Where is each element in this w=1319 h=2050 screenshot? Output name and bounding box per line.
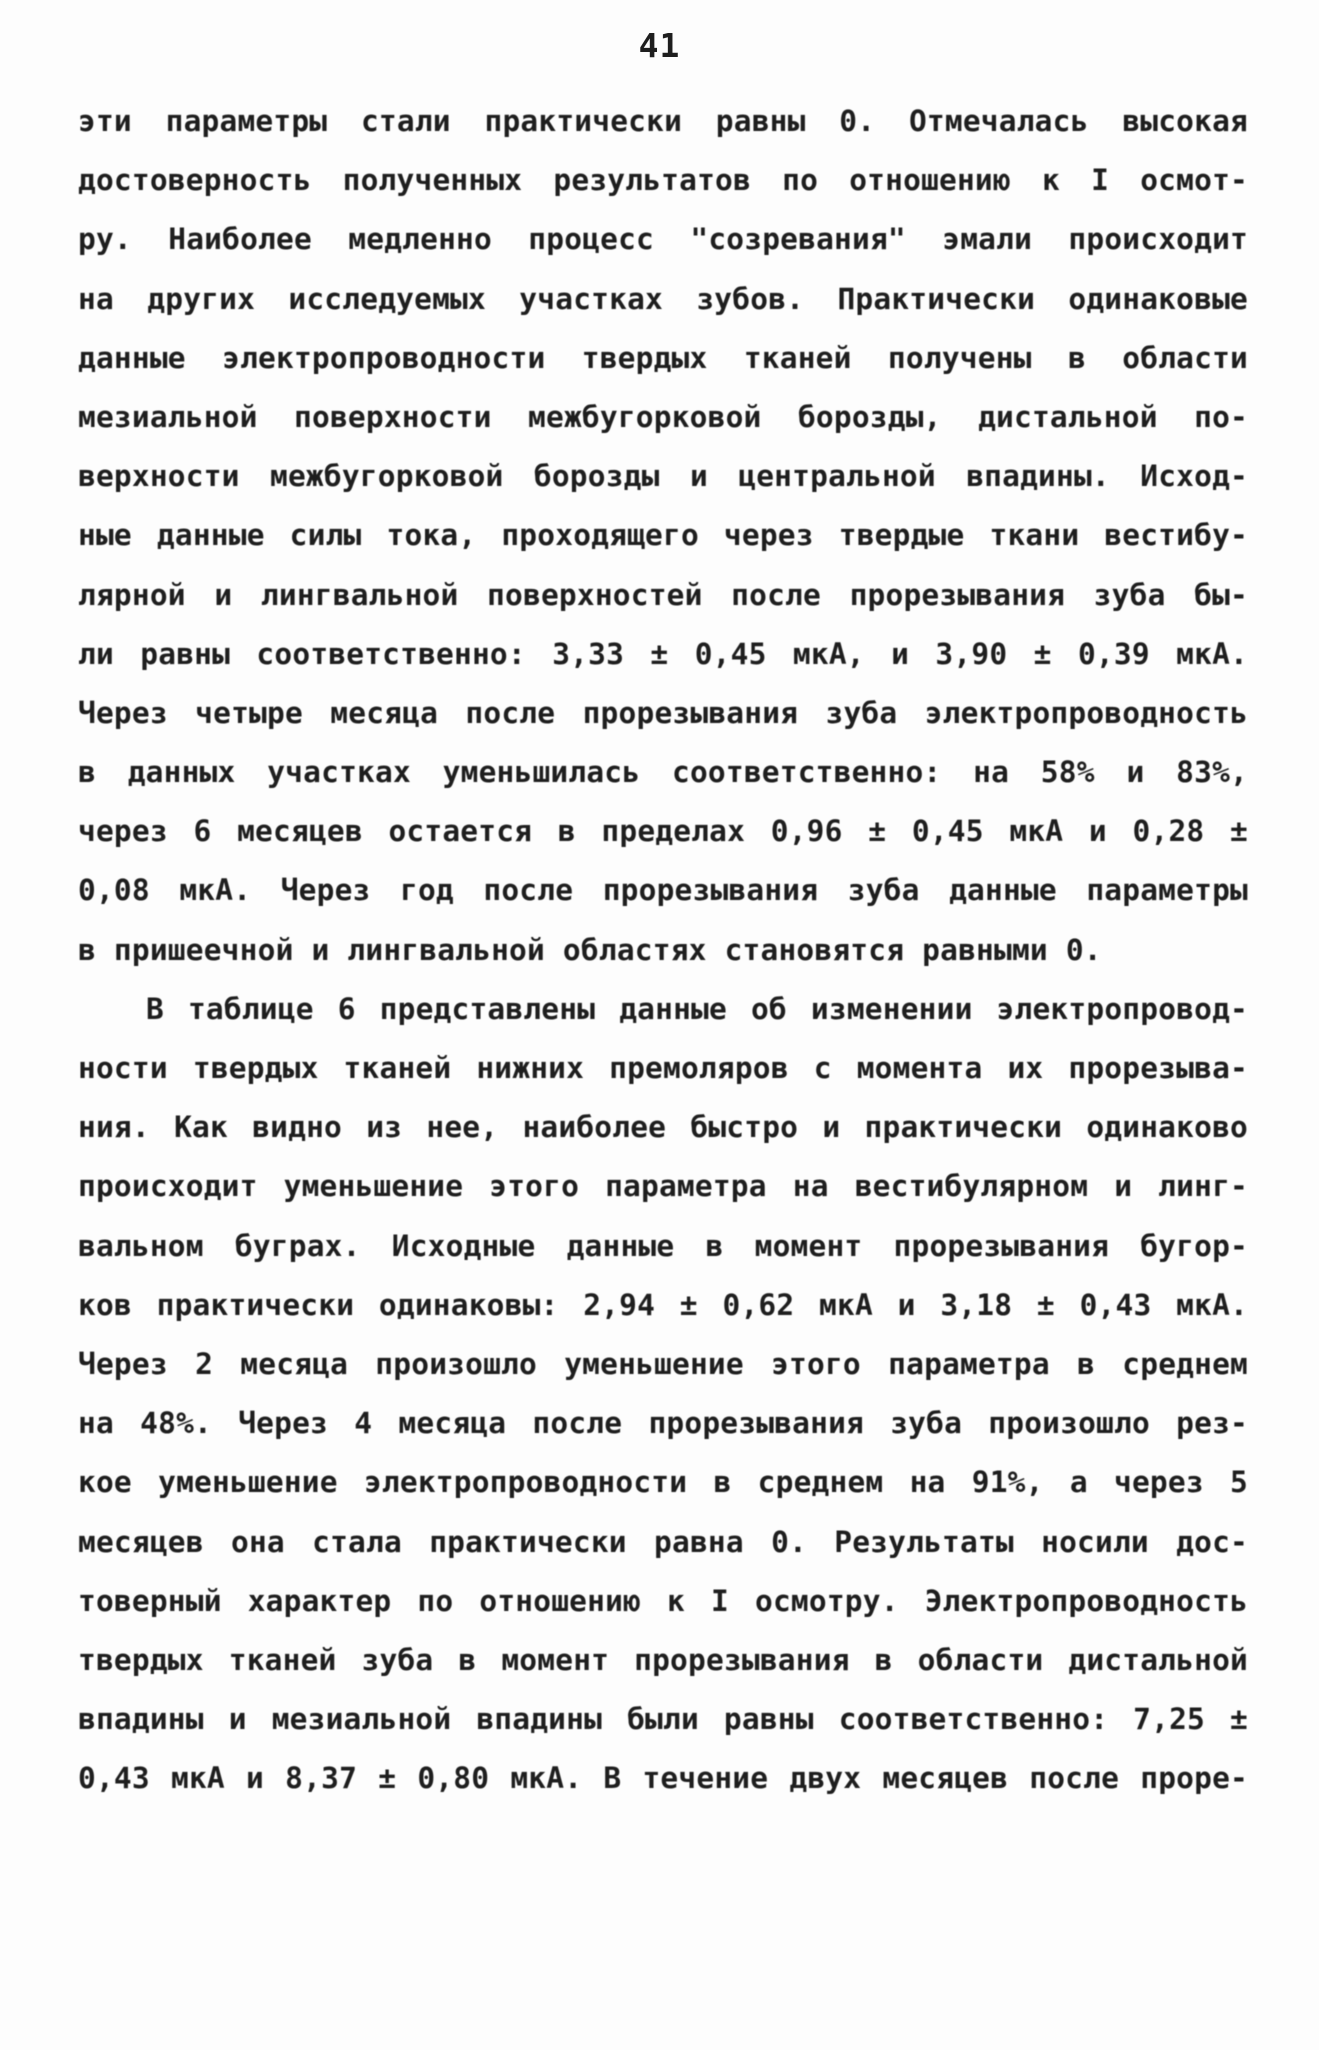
body-text <box>78 92 1248 1808</box>
text-line: твердых тканей зуба в момент прорезывания в области дистальной <box>78 1642 1248 1677</box>
text-line: лярной и лингвальной поверхностей после прорезывания зуба бы- <box>78 577 1248 612</box>
text-line: 0,43 мкА и 8,37 ± 0,80 мкА. В течение двух месяцев после проре- <box>78 1761 1248 1796</box>
text-line: ния. Как видно из нее, наиболее быстро и практически одинаково <box>78 1110 1248 1145</box>
text-line: ли равны соответственно: 3,33 ± 0,45 мкА, и 3,90 ± 0,39 мкА. <box>78 636 1248 671</box>
text-line: ру. Наиболее медленно процесс "созревания" эмали происходит <box>78 222 1248 257</box>
text-line: вальном буграх. Исходные данные в момент прорезывания бугор- <box>78 1228 1248 1263</box>
text-line: данные электропроводности твердых тканей получены в области <box>78 340 1248 375</box>
text-line: верхности межбугорковой борозды и центральной впадины. Исход- <box>78 459 1248 494</box>
text-line: месяцев она стала практически равна 0. Результаты носили дос- <box>78 1524 1248 1559</box>
text-line: ности твердых тканей нижних премоляров с момента их прорезыва- <box>78 1051 1248 1085</box>
text-line: Через четыре месяца после прорезывания зуба электропроводность <box>78 695 1248 730</box>
text-line: Через 2 месяца произошло уменьшение этого параметра в среднем <box>78 1346 1248 1381</box>
text-line: в данных участках уменьшилась соответственно: на 58% и 83%, <box>78 755 1248 790</box>
text-line: ков практически одинаковы: 2,94 ± 0,62 мкА и 3,18 ± 0,43 мкА. <box>78 1287 1248 1322</box>
text-line: товерный характер по отношению к I осмотру. Электропроводность <box>78 1583 1248 1618</box>
text-line: через 6 месяцев остается в пределах 0,96 ± 0,45 мкА и 0,28 ± <box>78 814 1248 849</box>
text-line: на других исследуемых участках зубов. Практически одинаковые <box>78 281 1248 316</box>
text-line: кое уменьшение электропроводности в среднем на 91%, а через 5 <box>78 1465 1248 1500</box>
text-line: впадины и мезиальной впадины были равны соответственно: 7,25 ± <box>78 1702 1248 1737</box>
text-line: ные данные силы тока, проходящего через твердые ткани вестибу- <box>78 518 1248 553</box>
page-number: 41 <box>638 26 681 65</box>
text-line: достоверность полученных результатов по отношению к I осмот- <box>78 163 1248 198</box>
text-line: в пришеечной и лингвальной областях становятся равными 0. <box>78 932 1102 967</box>
text-line: мезиальной поверхности межбугорковой борозды, дистальной по- <box>78 399 1248 434</box>
text-line: эти параметры стали практически равны 0. Отмечалась высокая <box>78 104 1248 138</box>
text-line: 0,08 мкА. Через год после прорезывания зуба данные параметры <box>78 873 1248 908</box>
text-line: происходит уменьшение этого параметра на вестибулярном и линг- <box>78 1169 1248 1204</box>
paragraph-start-line: В таблице 6 представлены данные об изменении электропровод- <box>146 991 1248 1026</box>
text-line: на 48%. Через 4 месяца после прорезывания зуба произошло рез- <box>78 1406 1248 1441</box>
